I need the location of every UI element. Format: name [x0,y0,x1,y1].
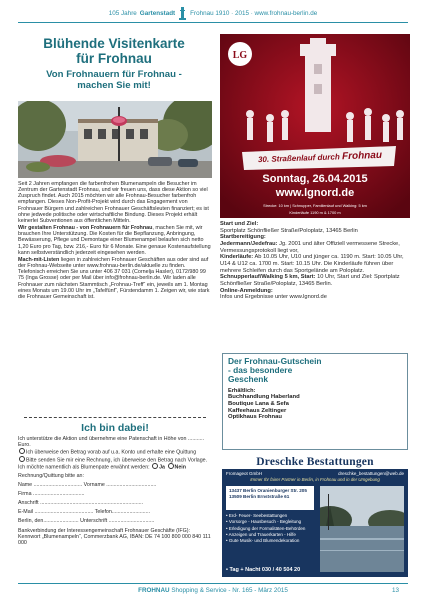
form-mention-question: Ich möchte namentlich als Blumenpate erwähnt werden: [18,464,150,471]
yes-radio[interactable] [152,463,158,469]
info-schnupper [220,274,410,287]
field-address[interactable]: Anschrift ...................................................................... [18,500,144,507]
info-jedermann-text: Jg. 2001 und älter Offiziell vermessene Strecke, Vermessungsprotokoll liegt vor, [220,240,400,254]
info-jedermann-label: Jedermann/Jedefrau: [220,240,278,247]
form-option1 [18,448,212,456]
dreschke-service-4: • Anzeigen und Trauerkarten - Hilfe [226,531,296,537]
info-online-label: Online-Anmeldung: [220,287,273,294]
poster-url: www.lgnord.de [275,187,355,199]
article-subtitle-line2: machen Sie mit! [77,80,151,91]
info-start [220,221,410,234]
dreschke-address [226,486,314,510]
article-para3-bold: Mach-mit-Listen [18,256,60,263]
poster-kinder: Kinderläufe 1190 m & 1700 m [289,210,341,215]
bank-details: Bankverbindung der Interessengemeinschaft Frohnauer Geschäfte (IFG): Kennwort „Blumenampeln“, Commerzbank AG, IBAN: DE 74 100 800 000 840 111 000 [18,527,211,546]
option1-radio[interactable] [19,448,25,454]
header-text-post: Frohnau 1910 · 2015 · www.frohnau-berlin.de [190,9,318,17]
form-divider [24,417,206,418]
poster-date: Sonntag, 26.04.2015 [262,173,368,185]
page-footer [18,587,408,594]
info-online [220,288,410,301]
gutschein-title-line3: Geschenk [228,374,269,384]
option2-radio[interactable] [19,456,25,462]
dreschke-service-1: • Erd- Feuer- Seebestattungen [226,513,288,518]
no-label: Nein [174,464,186,471]
article-para2-bold: Wir gestalten Frohnau - von Frohnauern für Frohnau [18,225,153,232]
article-para1: Seit 2 Jahren empfangen die farbenfrohen Blumenampeln die Besucher im Zentrum der Gartenstadt Frohnau, und wir freuen uns, dass diese Aktion so viel Zuspruch findet. Auch 2015 möchten wir alle Frohnau-Besucher farbenfroh empfangen. Dieses Non-Profit-Projekt wird durch das Engagement von Frohnauer Bürgern und zahlreichen Frohnauer Geschäftsleuten finanziert; es ist ohne jedwede politische oder wirtschaftliche Bindung. Dieses Projekt erhält keinerlei Subventionen aus öffentlichen Mitteln. [18,181,209,224]
yes-label: Ja [159,464,166,471]
dreschke-services [226,513,318,544]
poster-edition: 30. Straßenlauf durch [257,152,340,165]
dreschke-phone: • Tag + Nacht 030 / 40 504 20 [226,567,301,573]
poster-brand: Frohnau [341,149,383,163]
dreschke-ad [222,455,408,577]
footer-brand: FROHNAU [138,587,170,594]
header-divider [18,22,408,23]
info-kinder [220,254,410,274]
gutschein-title [228,357,402,384]
article-title-line1: Blühende Visitenkarte [43,36,185,51]
no-radio[interactable] [168,463,174,469]
dreschke-email[interactable]: dreschke_bestattungen@web.de [338,471,404,476]
form-heading: Ich bin dabei! [81,422,149,434]
article-para3-text: liegen in zahlreichen Frohnauer Geschäften aus oder sind auf der Frohnau-Webseite unter www.frohnau-berlin.de/aktuelle zu finden. Telefonisch erreichen Sie uns unter 406 37 031 (Cornelja Hasler), 0172/980 99 75 (Inga Grosse) oder per Mail über info@frohnau-berlin.de. Wir laden alle Frohnauer zum nächsten Stammtisch „Frohnau-Treff“ ein, jeweils am 1. Montag eines Monats um 19.00 Uhr im „Tafelfünf“, Fürstendamm 1. Zeigen wir, wie stark die Frohnauer Gemeinschaft ist. [18,256,210,300]
dreschke-slogan: Immer Ihr fairer Partner in Berlin, in Frohnau und in der Umgebung [250,477,380,482]
form-option1-text: Ich überweise den Betrag vorab auf u.a. Konto und erhalte eine Quittung [26,449,197,456]
dreschke-service-5: • Gute Musik- und Blumendekoration [226,538,300,544]
article-title-line2: für Frohnau [76,51,152,66]
field-date-signature[interactable]: Berlin, den........................ Unterschrift ............................... [18,518,155,525]
tower-logo-icon [178,6,187,20]
footer-text: Shopping & Service - Nr. 165 - März 2015 [169,587,288,594]
form-receipt-to: Rechnung/Quittung bitte an: [18,472,84,479]
header-text-pre: 105 Jahre [108,9,137,17]
field-email-phone[interactable]: E-Mail ........................................ Telefon.......................... [18,509,151,516]
article-body [18,181,212,301]
info-times-label: Startbereitigung: [220,234,266,241]
dreschke-service-4-text: Anzeigen und Trauerkarten - Hilfe [228,531,296,537]
page-header [18,6,408,20]
dreschke-phone-text: Tag + Nacht 030 / 40 504 20 [229,567,301,573]
dreschke-service-3: • Erledigung der Formalitäten-Behörden [226,525,306,531]
street-photo [18,101,212,178]
dreschke-address-1: 13437 Berlin Oranienburger Str. 205 [229,488,307,493]
sponsor-form [18,436,212,546]
gutschein-shop-4: Optikhaus Frohnau [228,414,282,421]
poster-strecke: Strecke: 10 km | Schnupper, Familienlauf und Walking: 5 km [263,203,367,208]
field-company[interactable]: Firma ................................... [18,491,85,498]
form-option2-text: Bitte senden Sie mir eine Rechnung, ich überweise den Betrag nach Vorlage. [26,457,208,464]
info-kinder-text: Ab 10.05 Uhr, U10 und jünger ca. 1190 m. Start: 10.05 Uhr, U14 & U12 ca. 1700 m. Start: 10.15 Uhr. Die Kinderläufe führen über mehrere Schleifen durch das Sportgelände am Poloplatz. [220,254,404,274]
dreschke-service-1-text: Erd- Feuer- Seebestattungen [228,513,288,518]
gutschein-shop-1: Buchhandlung Haberland [228,394,300,400]
dreschke-service-2-text: Vorsorge - Hausbesuch - Begleitung [228,519,302,525]
gutschein-title-line1: Der Frohnau-Gutschein [228,356,322,366]
page-number: 13 [392,587,400,594]
dreschke-service-5-text: Gute Musik- und Blumendekoration [228,538,300,544]
info-schnupper-label: Schnupperlauf/Walking 5 km, Start: [220,274,316,281]
lake-photo-image [320,486,404,572]
race-poster [220,34,410,218]
form-option2 [18,456,212,471]
article-title [18,36,210,66]
dreschke-service-2: • Vorsorge - Hausbesuch - Begleitung [226,519,302,525]
footer-divider [18,583,408,584]
article-subtitle [18,69,210,91]
info-jedermann [220,241,410,254]
info-times [220,234,410,241]
gutschein-box [222,353,408,450]
field-name[interactable]: Name ................................. Vorname .................................. [18,482,157,489]
form-intro: Ich unterstütze die Aktion und übernehme eine Patenschaft in Höhe von ........... Euro. [18,436,205,449]
dreschke-name: Dreschke Bestattungen [222,455,408,470]
dreschke-service-3-text: Erledigung der Formalitäten-Behörden [228,525,306,531]
article-para2 [18,225,212,256]
article-subtitle-line1: Von Frohnauern für Frohnau - [46,69,182,80]
info-schnupper-text: 10 Uhr, Start und Ziel: Sportplatz Schönfließer Straße/Poloplatz, 13465 Berlin. [220,274,400,287]
article-para2-text: , machen Sie mit, wir brauchen Ihre Unterstützung. Die Kosten für die Bepflanzung, Anbringung, Bewässerung, Pflege und Demontage einer Blumenampel belaufen sich netto 1,20 Euro pro Tag, bzw. 216,- Euro für 6 Monate. Eine genaue Kostenaufstellung kann selbstverständlich jederzeit eingesehen werden. [18,225,211,256]
dreschke-company: Fromageot GmbH [226,471,263,476]
race-info [220,221,410,301]
info-online-text: Infos und Ergebnisse unter www.lgnord.de [220,294,327,301]
gutschein-shop-2: Boutique Lana & Sefa [228,400,289,407]
info-kinder-label: Kinderläufe: [220,254,254,261]
street-photo-image [18,101,212,178]
info-start-label: Start und Ziel: [220,221,259,227]
gutschein-shop-3: Kaffeehaus Zeltinger [228,407,287,414]
header-text-bold: Gartenstadt [139,9,176,17]
gutschein-title-line2: - das besondere [228,365,293,375]
info-start-text: Sportplatz Schönfließer Straße/Poloplatz, 13465 Berlin [220,227,358,234]
article-para3 [18,257,212,300]
gutschein-sub: Erhältlich: [228,388,256,394]
dreschke-contact-row [226,471,404,476]
svg-text:LG: LG [232,50,248,61]
dreschke-address-2: 13509 Berlin Ernststraße 61 [229,494,290,499]
